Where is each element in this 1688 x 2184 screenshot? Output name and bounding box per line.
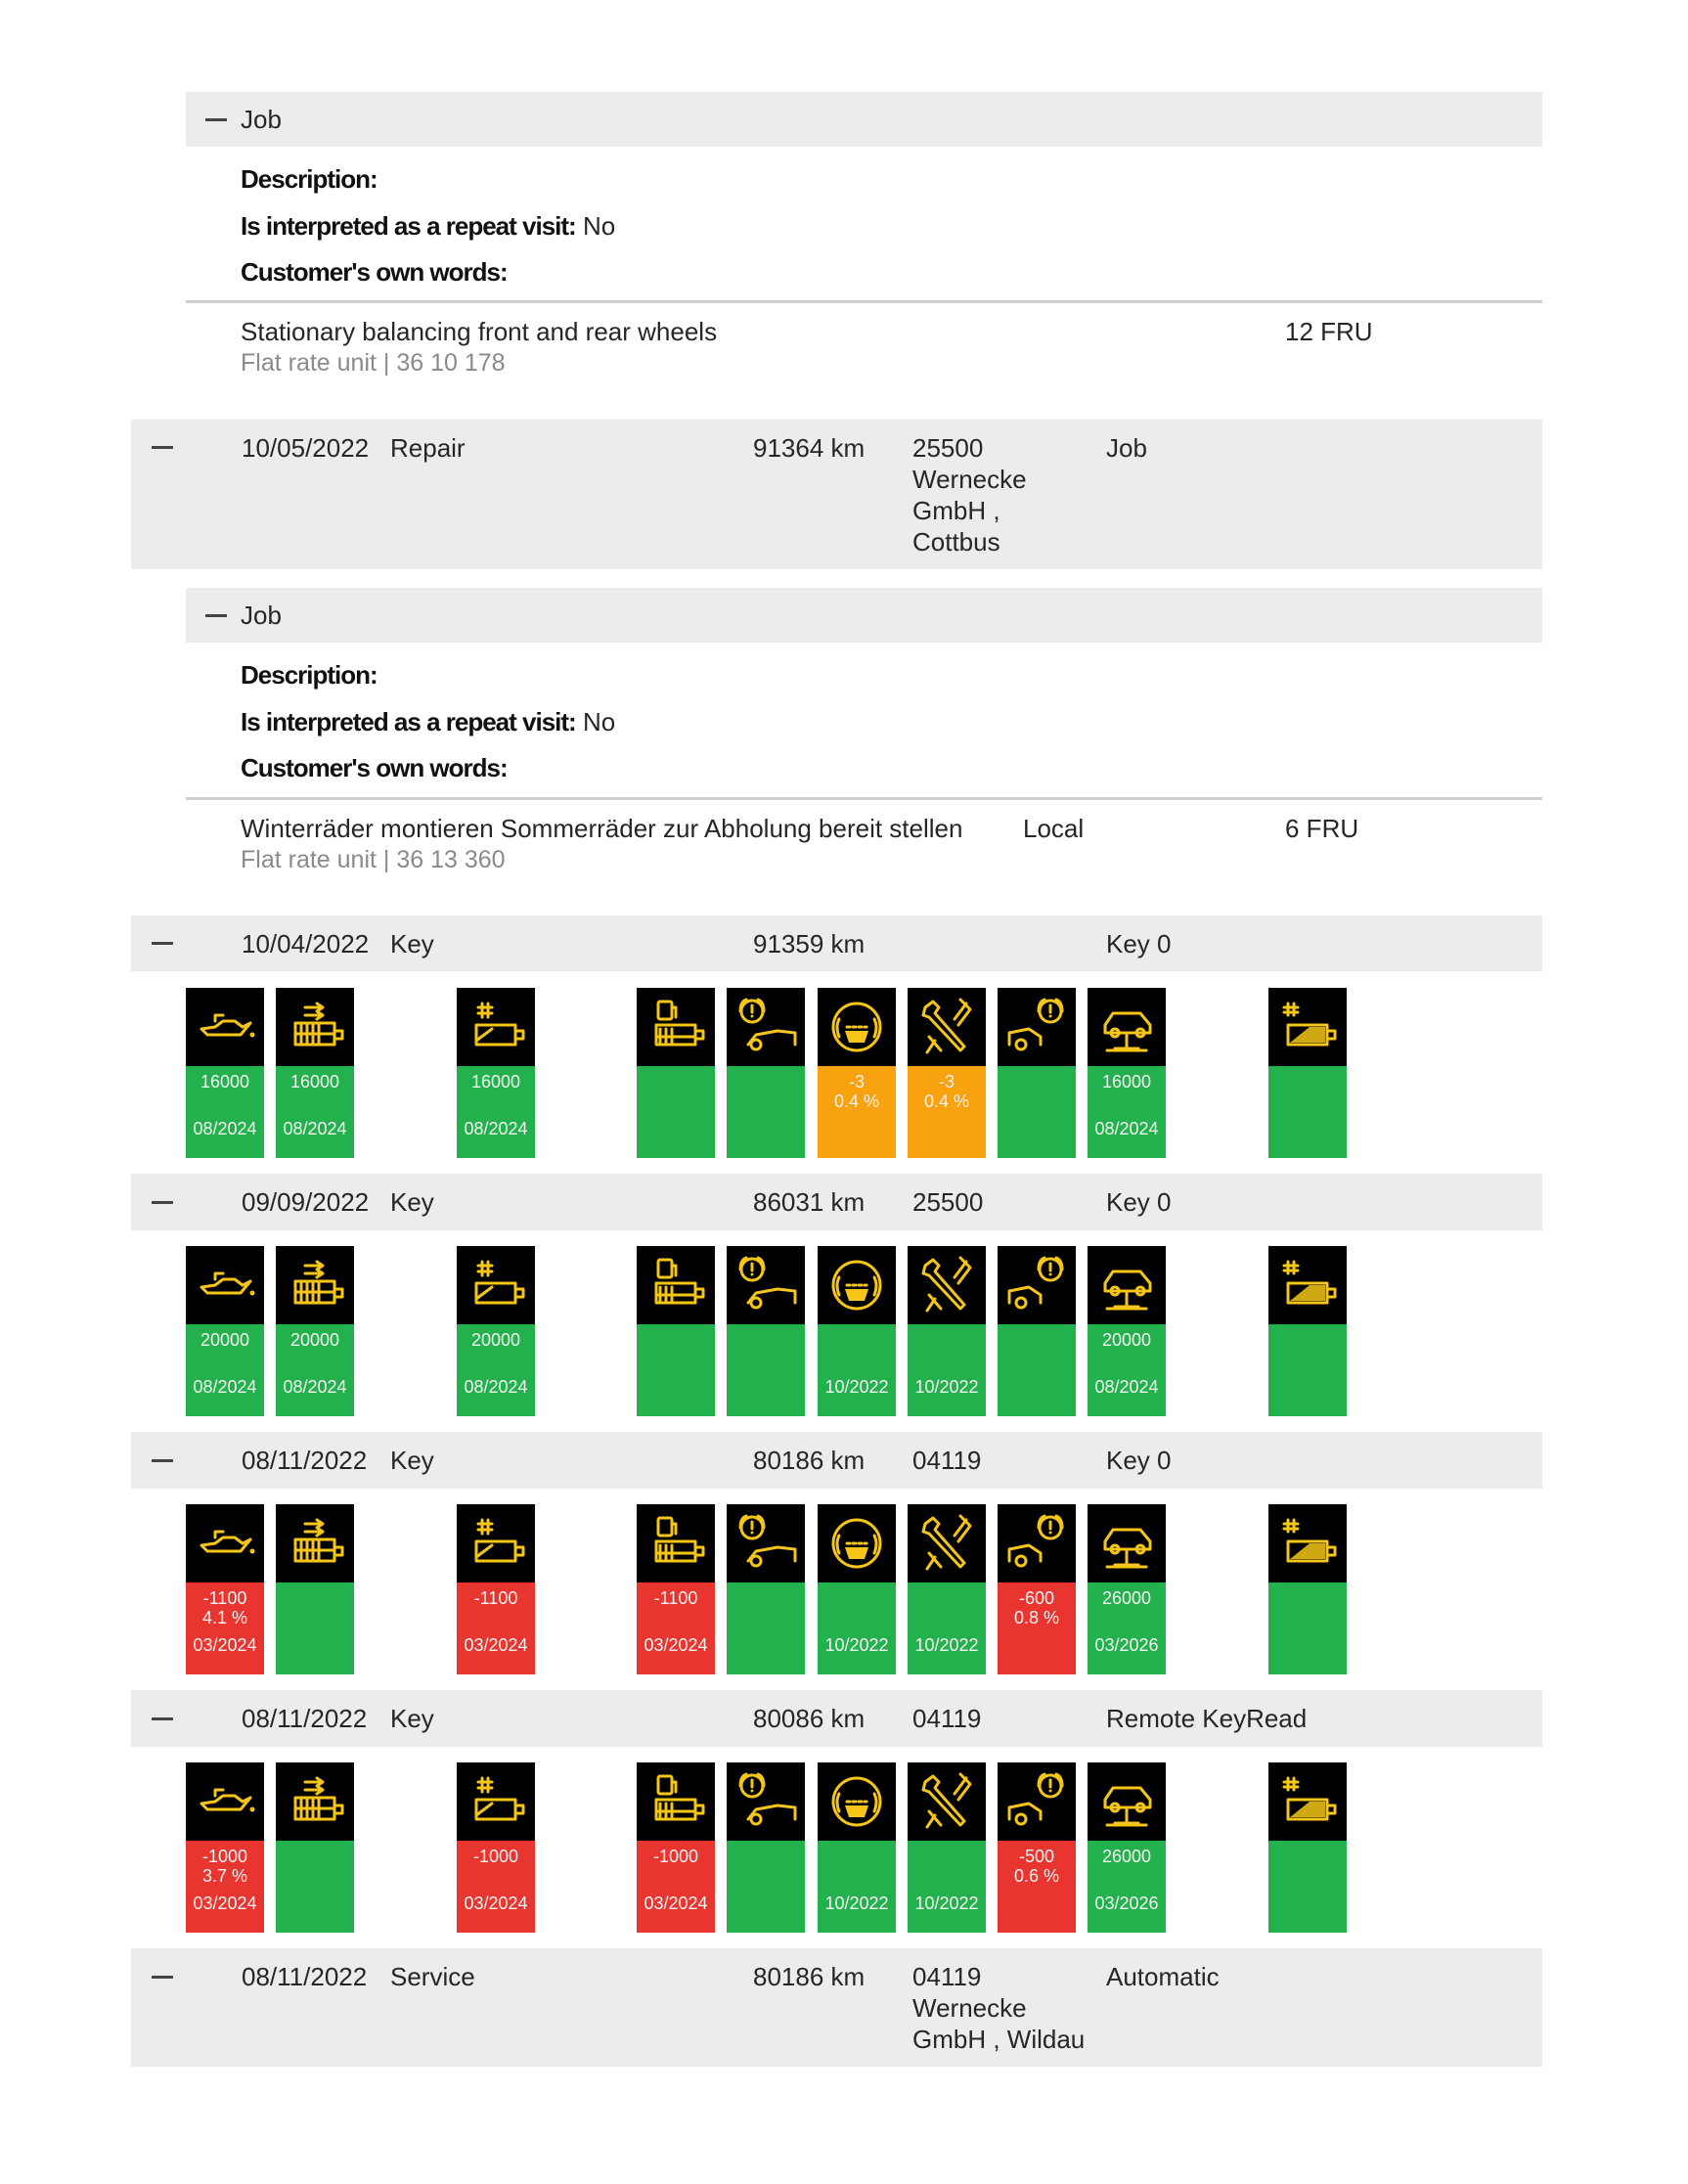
tile-due-date: 08/2024 xyxy=(464,1377,528,1397)
tile-status-panel xyxy=(818,1324,896,1416)
service-tile-rear-brake[interactable] xyxy=(998,988,1076,1158)
collapse-icon[interactable] xyxy=(152,1717,173,1720)
tile-due-date: 08/2024 xyxy=(193,1377,257,1397)
tile-remaining-value: 16000 xyxy=(1101,1072,1152,1092)
tile-status-panel xyxy=(186,1324,264,1416)
tile-status-panel xyxy=(637,1066,715,1158)
entry-type: Key xyxy=(390,1446,434,1475)
service-tile-air-filter[interactable] xyxy=(457,1246,535,1416)
service-tile-engine-oil[interactable] xyxy=(186,1504,264,1674)
microfilter-icon xyxy=(276,988,354,1066)
tile-status-panel xyxy=(1088,1582,1166,1674)
tile-due-date: 03/2024 xyxy=(644,1894,708,1913)
job-header-band[interactable] xyxy=(186,588,1542,643)
tile-remaining-value: -1000 xyxy=(472,1847,519,1866)
tile-due-date: 03/2024 xyxy=(464,1635,528,1655)
tile-due-date: 08/2024 xyxy=(1094,1119,1159,1138)
vehicle-inspection-icon xyxy=(1088,988,1166,1066)
vehicle-inspection-icon xyxy=(1088,1246,1166,1324)
tile-status-panel xyxy=(1088,1324,1166,1416)
service-tile-battery[interactable] xyxy=(1268,1762,1347,1933)
collapse-icon[interactable] xyxy=(152,1201,173,1204)
tile-remaining-value: -1100 xyxy=(473,1588,518,1608)
entry-mileage: 80186 km xyxy=(753,1446,866,1475)
collapse-icon[interactable] xyxy=(152,1976,173,1979)
tile-due-date: 03/2026 xyxy=(1094,1635,1159,1655)
fuel-filter-icon xyxy=(637,1504,715,1584)
tile-status-panel xyxy=(818,1582,896,1674)
tile-due-date: 03/2024 xyxy=(193,1635,257,1655)
entry-type: Key xyxy=(390,929,434,958)
tile-remaining-value: 20000 xyxy=(289,1330,340,1350)
tile-remaining-value: 26000 xyxy=(1101,1588,1152,1608)
air-filter-icon xyxy=(457,1246,535,1324)
battery-icon xyxy=(1268,1246,1347,1324)
brake-fluid-icon xyxy=(818,988,896,1066)
tile-remaining-value: -600 xyxy=(1018,1588,1055,1608)
tile-percent-value: 0.8 % xyxy=(1013,1608,1060,1627)
entry-date: 10/04/2022 xyxy=(242,929,370,958)
service-tile-front-brake[interactable] xyxy=(727,1504,805,1674)
microfilter-icon xyxy=(276,1504,354,1582)
entry-date: 10/05/2022 xyxy=(242,433,370,463)
entry-mileage: 80186 km xyxy=(753,1962,866,1991)
collapse-icon[interactable] xyxy=(205,118,227,121)
job-item-flat-rate: Flat rate unit | 36 13 360 xyxy=(241,846,506,873)
tile-status-panel xyxy=(998,1066,1076,1158)
tile-status-panel xyxy=(727,1324,805,1416)
fuel-filter-icon xyxy=(637,1246,715,1324)
entry-dealer: 25500 Wernecke GmbH , Cottbus xyxy=(912,433,1027,557)
service-tile-air-filter[interactable] xyxy=(457,1762,535,1933)
entry-source: Key 0 xyxy=(1106,929,1172,958)
tile-status-panel xyxy=(1268,1324,1347,1416)
service-tile-fuel-filter[interactable] xyxy=(637,1504,715,1674)
entry-dealer: 04119 xyxy=(912,1704,982,1733)
entry-date: 09/09/2022 xyxy=(242,1187,370,1217)
tile-status-panel xyxy=(818,1066,896,1158)
entry-source: Remote KeyRead xyxy=(1106,1704,1308,1733)
service-tile-vehicle-check[interactable] xyxy=(908,1762,986,1933)
tile-status-panel xyxy=(1088,1841,1166,1933)
tile-due-date: 03/2024 xyxy=(193,1894,257,1913)
entry-type: Key xyxy=(390,1704,434,1733)
tile-remaining-value: -1100 xyxy=(653,1588,698,1608)
tile-remaining-value: -500 xyxy=(1018,1847,1055,1866)
tile-status-panel xyxy=(998,1841,1076,1933)
vehicle-inspection-icon xyxy=(1088,1762,1166,1841)
service-tile-microfilter[interactable] xyxy=(276,1762,354,1933)
service-tile-vehicle-inspection[interactable] xyxy=(1088,988,1166,1158)
service-tile-engine-oil[interactable] xyxy=(186,988,264,1158)
tile-due-date: 10/2022 xyxy=(914,1377,979,1397)
customer-words-label: Customer's own words: xyxy=(241,753,508,782)
tile-status-panel xyxy=(186,1841,264,1933)
service-tile-battery[interactable] xyxy=(1268,1246,1347,1416)
tile-remaining-value: 20000 xyxy=(1101,1330,1152,1350)
service-tile-rear-brake[interactable] xyxy=(998,1762,1076,1933)
tile-due-date: 03/2026 xyxy=(1094,1894,1159,1913)
divider xyxy=(186,797,1542,800)
repeat-visit-label: Is interpreted as a repeat visit: xyxy=(241,211,576,241)
tile-status-panel xyxy=(1268,1582,1347,1674)
entry-mileage: 80086 km xyxy=(753,1704,866,1733)
air-filter-icon xyxy=(457,988,535,1066)
collapse-icon[interactable] xyxy=(152,1459,173,1462)
tile-remaining-value: 20000 xyxy=(470,1330,521,1350)
engine-oil-icon xyxy=(186,988,264,1066)
divider xyxy=(186,300,1542,303)
rear-brake-icon xyxy=(998,1246,1076,1324)
tile-due-date: 08/2024 xyxy=(283,1377,347,1397)
fuel-filter-icon xyxy=(637,988,715,1066)
tile-status-panel xyxy=(727,1582,805,1674)
rear-brake-icon xyxy=(998,1504,1076,1584)
entry-dealer: 04119 xyxy=(912,1446,982,1475)
vehicle-check-icon xyxy=(908,1504,986,1582)
air-filter-icon xyxy=(457,1762,535,1843)
battery-icon xyxy=(1268,988,1347,1066)
tile-due-date: 08/2024 xyxy=(464,1119,528,1138)
tile-status-panel xyxy=(276,1324,354,1416)
description-label: Description: xyxy=(241,164,378,194)
repeat-visit-value: No xyxy=(583,707,616,736)
tile-due-date: 03/2024 xyxy=(464,1894,528,1913)
service-tile-front-brake[interactable] xyxy=(727,1246,805,1416)
service-tile-front-brake[interactable] xyxy=(727,988,805,1158)
front-brake-icon xyxy=(727,1504,805,1582)
front-brake-icon xyxy=(727,1762,805,1841)
service-tile-battery[interactable] xyxy=(1268,1504,1347,1674)
tile-status-panel xyxy=(818,1841,896,1933)
service-tile-microfilter[interactable] xyxy=(276,1246,354,1416)
tile-remaining-value: -1100 xyxy=(202,1588,247,1608)
tile-percent-value: 0.4 % xyxy=(833,1092,880,1111)
service-tile-vehicle-inspection[interactable] xyxy=(1088,1246,1166,1416)
service-tile-vehicle-check[interactable] xyxy=(908,1504,986,1674)
collapse-icon[interactable] xyxy=(152,446,173,449)
tile-status-panel xyxy=(1088,1066,1166,1158)
service-tile-engine-oil[interactable] xyxy=(186,1246,264,1416)
tile-status-panel xyxy=(1268,1066,1347,1158)
entry-source: Key 0 xyxy=(1106,1446,1172,1475)
tile-remaining-value: -1000 xyxy=(201,1847,248,1866)
entry-dealer: 25500 xyxy=(912,1187,984,1217)
entry-dealer: 04119 Wernecke GmbH , Wildau xyxy=(912,1962,1086,2054)
tile-percent-value: 0.6 % xyxy=(1013,1866,1060,1886)
job-item-location: Local xyxy=(1023,814,1085,843)
tile-percent-value: 3.7 % xyxy=(201,1866,248,1886)
entry-type: Repair xyxy=(390,433,466,463)
service-tile-fuel-filter[interactable] xyxy=(637,1762,715,1933)
service-tile-vehicle-inspection[interactable] xyxy=(1088,1762,1166,1933)
tile-due-date: 08/2024 xyxy=(1094,1377,1159,1397)
tile-remaining-value: -3 xyxy=(938,1072,955,1092)
service-tile-brake-fluid[interactable] xyxy=(818,1246,896,1416)
entry-type: Service xyxy=(390,1962,475,1991)
service-tile-engine-oil[interactable] xyxy=(186,1762,264,1933)
tile-status-panel xyxy=(727,1841,805,1933)
microfilter-icon xyxy=(276,1246,354,1324)
job-item-fru: 12 FRU xyxy=(1285,317,1373,346)
job-item-flat-rate: Flat rate unit | 36 10 178 xyxy=(241,349,506,377)
tile-status-panel xyxy=(908,1582,986,1674)
customer-words-label: Customer's own words: xyxy=(241,257,508,287)
entry-date: 08/11/2022 xyxy=(242,1704,368,1733)
tile-status-panel xyxy=(637,1324,715,1416)
service-tile-fuel-filter[interactable] xyxy=(637,1246,715,1416)
tile-percent-value: 0.4 % xyxy=(923,1092,970,1111)
job-header-band[interactable] xyxy=(186,92,1542,147)
service-tile-rear-brake[interactable] xyxy=(998,1246,1076,1416)
tile-due-date: 08/2024 xyxy=(193,1119,257,1138)
service-tile-microfilter[interactable] xyxy=(276,1504,354,1674)
entry-mileage: 86031 km xyxy=(753,1187,866,1217)
job-header-label: Job xyxy=(241,105,282,134)
vehicle-check-icon xyxy=(908,988,986,1066)
battery-icon xyxy=(1268,1504,1347,1582)
entry-date: 08/11/2022 xyxy=(242,1446,368,1475)
service-tile-microfilter[interactable] xyxy=(276,988,354,1158)
job-item-text: Winterräder montieren Sommerräder zur Abholung bereit stellen xyxy=(241,814,963,843)
service-tile-brake-fluid[interactable] xyxy=(818,988,896,1158)
engine-oil-icon xyxy=(186,1246,264,1324)
tile-status-panel xyxy=(457,1324,535,1416)
collapse-icon[interactable] xyxy=(205,614,227,617)
service-tile-air-filter[interactable] xyxy=(457,988,535,1158)
engine-oil-icon xyxy=(186,1504,264,1584)
tile-due-date: 10/2022 xyxy=(824,1894,889,1913)
tile-status-panel xyxy=(186,1582,264,1674)
entry-date: 08/11/2022 xyxy=(242,1962,368,1991)
tile-status-panel xyxy=(998,1582,1076,1674)
service-tile-rear-brake[interactable] xyxy=(998,1504,1076,1674)
job-item-fru: 6 FRU xyxy=(1285,814,1359,843)
repeat-visit-value: No xyxy=(583,211,616,241)
tile-percent-value: 4.1 % xyxy=(201,1608,248,1627)
battery-icon xyxy=(1268,1762,1347,1841)
rear-brake-icon xyxy=(998,988,1076,1066)
tile-status-panel xyxy=(457,1066,535,1158)
tile-status-panel xyxy=(637,1841,715,1933)
rear-brake-icon xyxy=(998,1762,1076,1843)
tile-remaining-value: 26000 xyxy=(1101,1847,1152,1866)
service-tile-air-filter[interactable] xyxy=(457,1504,535,1674)
vehicle-check-icon xyxy=(908,1762,986,1841)
service-tile-brake-fluid[interactable] xyxy=(818,1762,896,1933)
brake-fluid-icon xyxy=(818,1504,896,1582)
tile-due-date: 10/2022 xyxy=(914,1894,979,1913)
tile-remaining-value: 20000 xyxy=(200,1330,250,1350)
front-brake-icon xyxy=(727,988,805,1066)
tile-status-panel xyxy=(908,1066,986,1158)
tile-status-panel xyxy=(457,1841,535,1933)
service-tile-vehicle-inspection[interactable] xyxy=(1088,1504,1166,1674)
repeat-visit-label: Is interpreted as a repeat visit: xyxy=(241,707,576,736)
tile-status-panel xyxy=(457,1582,535,1674)
tile-due-date: 08/2024 xyxy=(283,1119,347,1138)
tile-status-panel xyxy=(276,1582,354,1674)
service-tile-brake-fluid[interactable] xyxy=(818,1504,896,1674)
tile-status-panel xyxy=(727,1066,805,1158)
tile-status-panel xyxy=(186,1066,264,1158)
brake-fluid-icon xyxy=(818,1762,896,1841)
entry-type: Key xyxy=(390,1187,434,1217)
entry-source: Key 0 xyxy=(1106,1187,1172,1217)
tile-remaining-value: 16000 xyxy=(289,1072,340,1092)
tile-status-panel xyxy=(908,1324,986,1416)
entry-mileage: 91359 km xyxy=(753,929,866,958)
front-brake-icon xyxy=(727,1246,805,1324)
description-label: Description: xyxy=(241,660,378,690)
service-tile-battery[interactable] xyxy=(1268,988,1347,1158)
air-filter-icon xyxy=(457,1504,535,1584)
fuel-filter-icon xyxy=(637,1762,715,1843)
entry-source: Automatic xyxy=(1106,1962,1220,1991)
entry-source: Job xyxy=(1106,433,1147,463)
service-tile-vehicle-check[interactable] xyxy=(908,1246,986,1416)
microfilter-icon xyxy=(276,1762,354,1841)
tile-status-panel xyxy=(998,1324,1076,1416)
tile-remaining-value: -3 xyxy=(848,1072,865,1092)
tile-status-panel xyxy=(908,1841,986,1933)
tile-remaining-value: 16000 xyxy=(200,1072,250,1092)
tile-due-date: 10/2022 xyxy=(824,1377,889,1397)
tile-status-panel xyxy=(276,1841,354,1933)
tile-status-panel xyxy=(637,1582,715,1674)
tile-due-date: 10/2022 xyxy=(824,1635,889,1655)
vehicle-check-icon xyxy=(908,1246,986,1324)
service-tile-vehicle-check[interactable] xyxy=(908,988,986,1158)
tile-remaining-value: 16000 xyxy=(470,1072,521,1092)
tile-status-panel xyxy=(1268,1841,1347,1933)
engine-oil-icon xyxy=(186,1762,264,1843)
entry-mileage: 91364 km xyxy=(753,433,866,463)
vehicle-inspection-icon xyxy=(1088,1504,1166,1582)
job-header-label: Job xyxy=(241,601,282,630)
collapse-icon[interactable] xyxy=(152,942,173,945)
tile-due-date: 03/2024 xyxy=(644,1635,708,1655)
tile-remaining-value: -1000 xyxy=(652,1847,699,1866)
tile-status-panel xyxy=(276,1066,354,1158)
service-tile-fuel-filter[interactable] xyxy=(637,988,715,1158)
tile-due-date: 10/2022 xyxy=(914,1635,979,1655)
service-tile-front-brake[interactable] xyxy=(727,1762,805,1933)
brake-fluid-icon xyxy=(818,1246,896,1324)
job-item-text: Stationary balancing front and rear wheels xyxy=(241,317,718,346)
